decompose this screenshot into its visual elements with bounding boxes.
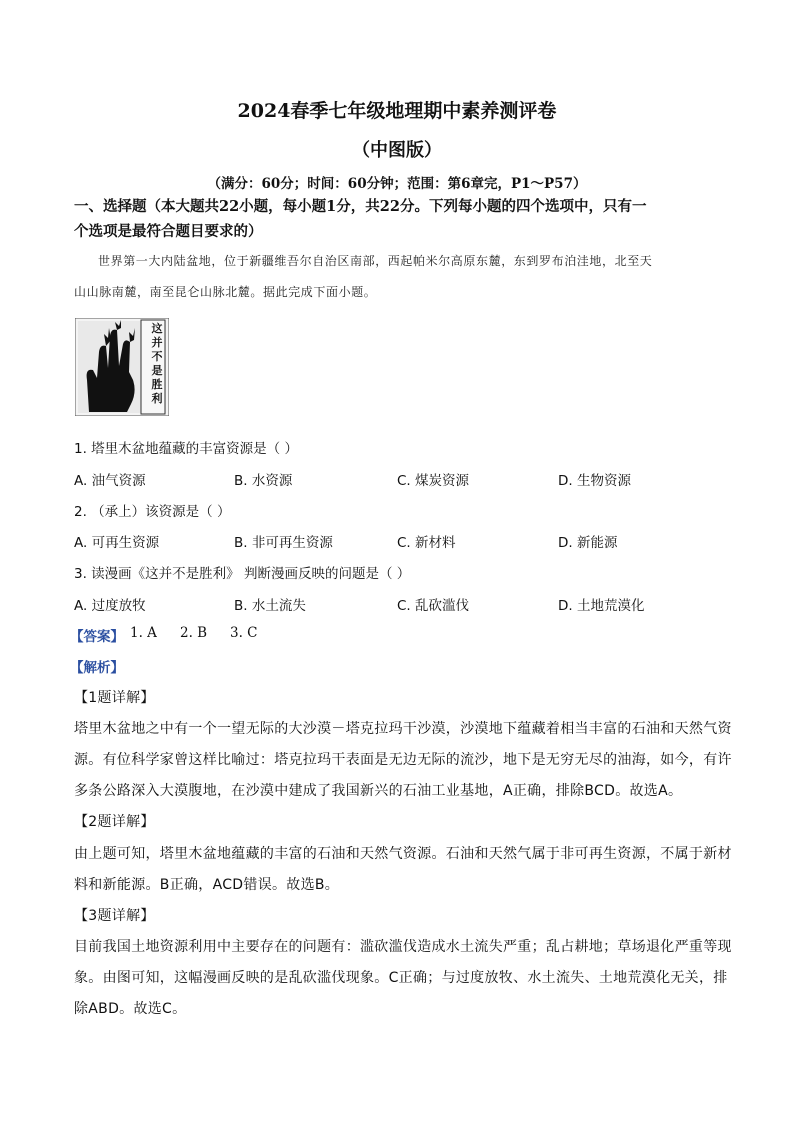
cartoon-caption-char: 胜 — [151, 378, 163, 391]
section-heading-line-1: 一、选择题（本大题共22小题，每小题1分，共22分。下列每小题的四个选项中，只有一 — [74, 198, 647, 215]
passage-line-2: 山山脉南麓，南至昆仑山脉北麓。据此完成下面小题。 — [74, 285, 377, 299]
section-heading-line-2: 个选项是最符合题目要求的） — [74, 223, 263, 240]
question-1-option-d: D. 生物资源 — [558, 473, 631, 489]
detail-1-line: 塔里木盆地之中有一个一望无际的大沙漠－塔克拉玛干沙漠，沙漠地下蕴藏着相当丰富的石油和天然气资 — [74, 721, 732, 737]
answer-value-1: 1. A — [130, 625, 157, 641]
cartoon-caption-char: 并 — [151, 336, 163, 349]
cartoon-caption-char: 这 — [151, 322, 163, 335]
detail-2-heading: 【2题详解】 — [74, 814, 155, 830]
detail-2-line: 由上题可知，塔里木盆地蕴藏的丰富的石油和天然气资源。石油和天然气属于非可再生资源，不属于新材 — [74, 846, 732, 862]
detail-3-line: 目前我国土地资源利用中主要存在的问题有：滥砍滥伐造成水土流失严重；乱占耕地；草场退化严重等现 — [74, 939, 732, 955]
question-2-option-c: C. 新材料 — [397, 535, 456, 551]
question-1-option-c: C. 煤炭资源 — [397, 473, 470, 489]
question-2-stem: 2. （承上）该资源是（ ） — [74, 504, 231, 520]
question-2-option-d: D. 新能源 — [558, 535, 618, 551]
detail-3-heading: 【3题详解】 — [74, 908, 155, 924]
question-2-option-a: A. 可再生资源 — [74, 535, 160, 551]
page-title: 2024春季七年级地理期中素养测评卷 — [237, 100, 557, 122]
question-3-option-a: A. 过度放牧 — [74, 598, 146, 614]
question-1-stem: 1. 塔里木盆地蕴藏的丰富资源是（ ） — [74, 441, 298, 457]
detail-3-line: 象。由图可知，这幅漫画反映的是乱砍滥伐现象。C正确；与过度放牧、水土流失、土地荒漠化无关，排 — [74, 970, 728, 986]
question-3-option-c: C. 乱砍滥伐 — [397, 598, 470, 614]
question-3-stem: 3. 读漫画《这并不是胜利》 判断漫画反映的问题是（ ） — [74, 566, 411, 582]
analysis-tag: 【解析】 — [70, 660, 124, 676]
question-1-option-b: B. 水资源 — [234, 473, 293, 489]
detail-2-line: 料和新能源。B正确，ACD错误。故选B。 — [74, 877, 340, 893]
exam-meta: （满分：60分；时间：60分钟；范围：第6章完，P1～P57） — [207, 176, 587, 192]
page-subtitle: （中图版） — [352, 140, 442, 161]
answer-value-2: 2. B — [180, 625, 208, 641]
passage-line-1: 世界第一大内陆盆地，位于新疆维吾尔自治区南部，西起帕米尔高原东麓，东到罗布泊洼地，北至天 — [98, 254, 653, 268]
question-1-option-a: A. 油气资源 — [74, 473, 146, 489]
cartoon-caption-char: 是 — [151, 364, 163, 377]
detail-3-line: 除ABD。故选C。 — [74, 1001, 187, 1017]
detail-1-heading: 【1题详解】 — [74, 690, 155, 706]
cartoon-caption-char: 不 — [151, 350, 163, 363]
detail-1-line: 源。有位科学家曾这样比喻过：塔克拉玛干表面是无边无际的流沙，地下是无穷无尽的油海，如今，有许 — [74, 752, 732, 768]
cartoon-caption-char: 利 — [151, 392, 163, 405]
answer-value-3: 3. C — [230, 625, 258, 641]
detail-1-line: 多条公路深入大漠腹地，在沙漠中建成了我国新兴的石油工业基地，A正确，排除BCD。故选A。 — [74, 783, 683, 799]
question-2-option-b: B. 非可再生资源 — [234, 535, 333, 551]
question-3-option-d: D. 土地荒漠化 — [558, 598, 645, 614]
question-3-option-b: B. 水土流失 — [234, 598, 306, 614]
answer-tag: 【答案】 — [70, 629, 124, 645]
cartoon-caption — [148, 322, 166, 406]
